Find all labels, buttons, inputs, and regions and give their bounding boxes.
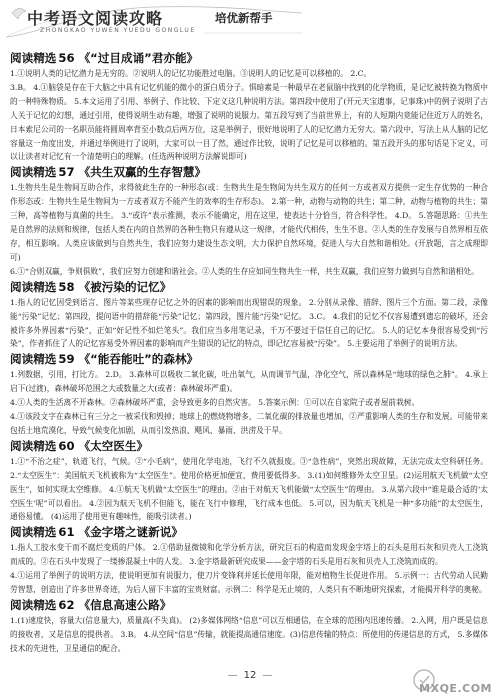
- watermark-text: MXQE.COM: [419, 682, 492, 695]
- section-title: 阅读精选 58 《被污染的记忆》: [10, 279, 172, 294]
- page-header: [0, 0, 500, 44]
- brand-title: 中考语文阅读攻略: [27, 9, 164, 28]
- answer-text: 1.①“不治之症”，轨道飞行，气候。②“小毛病”，使用化学电池，飞行不久就报废。③“急性病”，突然出现故障，无法完成太空科研任务。 2.“太空医生”：美国航天飞机被称为“太空医生”。使用价格更加便宜，费用要低得多。 3.(1)如何维修外太空卫星。(2)运用航天飞机做“太空医生”，如何实现太空维修。 4.①航天飞机做“太空医生”的理由。②由于对航天飞机能做“太空医生”的理由。 3.从第六段中“谁是最合适的‘太空医生’呢”可以看出。 4.②因为航天飞机不但能飞，能在飞行中修理，飞行成本也低。 5.可以，因为航天飞机是一种“多功能”的太空医生，通俗易懂。 (4)运用了使用更有趣味性，能吸引读者。): [10, 456, 488, 522]
- page-number-value: 12: [243, 670, 257, 681]
- section-61: [10, 525, 488, 597]
- section-title: 阅读精选 59 《“能吞能吐”的森林》: [10, 352, 199, 367]
- answer-text: 1.(1)速度快，容量大(信息量大)，质量高(不失真)。 (2)多媒体网络“信息”可以互相通信，在全球的范围内迅速传播。 2.入网，用户既是信息的接收者，又是信息的提供者。 3.B。 4.从空间“信息”传输，就能提高通信速度。(3)信息传输的特点：所使用的传递信息的方式， 5.多媒体技术的先进性，卫星通信的配合。: [10, 616, 488, 653]
- section-60: [10, 439, 488, 525]
- answer-text: 1.列数据，引用，打比方。 2.D。 3.森林可以吸收二氧化碳，吐出氧气，从而调节气温，净化空气，所以森林是“地球的绿色之肺”。 4.承上启下(过渡)，森林破坏范围之大或数量之大(或者：森林破坏严重)。 4.①人类的生活离不开森林。②森林破坏严重，会导致更多的自然灾害。 5.答案示例：①可以在自家院子或者屋前栽树。 4.①该段文字在森林已有三分之一被采伐和毁掉；地球上的燃烧物增多，二氧化碳的排放量也增加，②严重影响人类的生存和发展。可能带来包括土地荒漠化，导致气候变化加剧，从而引发热浪、飓风、暴雨、洪涝及干旱。: [10, 370, 488, 435]
- section-62: [10, 598, 488, 656]
- brand-pinyin: ZHONGKAO YUWEN YUEDU GONGLUE: [40, 27, 196, 34]
- section-57: [10, 165, 488, 278]
- answer-text: 1.指人工胶水变干而不腐烂变质的尸体。 2.①借助显微镜和化学分析方法，研究巨石的构造而发现金字塔上的石头是用石灰和贝壳人工浇筑而成的。②在石头中发现了一缕掺混凝土中的人发。 3.金字塔最新研究成果——金字塔的石头是用石灰和贝壳人工浇筑而成的。 4.①运用了举例子的说明方法，使说明更加有说服力，使刀片变锋利并延长使用年限，能对植物生长促进作用。 5.示例一：古代劳动人民勤劳智慧，创造出了许多世界奇迹，为后人留下丰富的宝贵财富。示例二：科学是无止境的，人类只有不断地研究探索，才能揭开科学的奥秘。: [10, 543, 488, 595]
- answer-text: 1.指人的记忆因受到语言、图片等某些现存记忆之外的因素的影响而出现错误的现象。 2.分别从录像、措辞、图片三个方面。第二段，录像能“污染”记忆；第四段，提问语中的措辞能“污染”记忆；第四段，图片能“污染”记忆。 3.C。 4.我们的记忆不仅容易遭到遗忘的破坏，还会被许多外界因素“污染”，正如“好记性不如烂笔头”。我们应当多用笔记录，千万不要过于信任自己的记忆。 5.人的记忆本身很容易受到“污染”，作者抓住了人的记忆容易受外界因素的影响而产生错误的记忆的特点，即记忆容易被“污染”。 5.主要运用了举例子的说明方法。: [10, 297, 488, 349]
- answer-text: 1.①说明人类的记忆潜力是无穷的。②说明人的记忆功能胜过电脑。③说明人的记忆是可以移植的。 2.C。 3.B。 4.①脑袋是存在于大脑之中具有记忆机能的微小的蛋白质分子。惧暗素是一种最早在老鼠脑中找到的化学物质，是记忆被转换为物质中的一种特殊物质。 5.本文运用了引用、举例子、作比较、下定义这几种说明方法。第四段中使用了(开元天宝遗事，记事珠)中的例子说明了古人关于记忆的幻想，通过引用，使得说明生动有趣，增强了说明的说服力。第五段写到了当前世界上，有的人短期内竟能记住近万人的姓名，日本索尼公司的一名职员能将圆周率背至小数点后两万位，这是举例子，很好地说明了人的记忆潜力无穷大。第六段中，写法上从人脑的记忆容量这一角度出发，并通过举例进行了说明，大家可以一目了然，通过作比较，说明了记忆是可以移植的。第五段开头的那句话是下定义，可以让读者对记忆有一个清楚明白的理解。(任选两种说明方法解说即可): [10, 69, 488, 162]
- section-title: 阅读精选 60 《太空医生》: [10, 438, 149, 453]
- section-title: 阅读精选 57 《共生双赢的生存智慧》: [10, 165, 207, 180]
- section-title: 阅读精选 62 《信息高速公路》: [10, 598, 172, 612]
- section-56: [10, 51, 488, 164]
- answer-content: [10, 50, 488, 656]
- section-58: [10, 280, 488, 352]
- section-title: 阅读精选 61 《金字塔之谜新说》: [10, 525, 183, 540]
- page-number: — 12 —: [227, 670, 273, 681]
- section-59: [10, 352, 488, 438]
- section-title: 阅读精选 56 《“过目成诵”君亦能》: [10, 51, 199, 65]
- series-title: 培优新帮手: [215, 11, 273, 25]
- answer-text: 1.生物共生是生物间互助合作，求得彼此生存的一种形态(或：生物共生是生物间为共生双方的任何一方或者双方提供一定生存优势的一种合作形态或：生物共生是生物间为一方或者双方不能产生的效率的生存形态)。 2.第一种，动物与动物的共生；第二种，动物与植物的共生；第三种，高等植物与真菌的共生。 3.“或许”表示推测，表示不能确定，用在这里，使表达十分恰当，符合科学性。 4.D。 5.答题思路：①共生是自然界的法则和规律，包括人类在内的自然界的各种生物只有遵从这一规律，才能代代相传，生生不息。②人类的生存发展与自然界相互依存，相互影响。人类应该做到与自然共生，我们应努力建设生态文明，大力保护自然环境，促进人与大自然和谐相处。(开放题，言之成理即可) 6.①“合则双赢，争则俱败”，我们应努力创建和谐社会。②人类的生存应如同生物共生一样，共生双赢，我们应努力做到与自然和谐相处。: [10, 183, 488, 276]
